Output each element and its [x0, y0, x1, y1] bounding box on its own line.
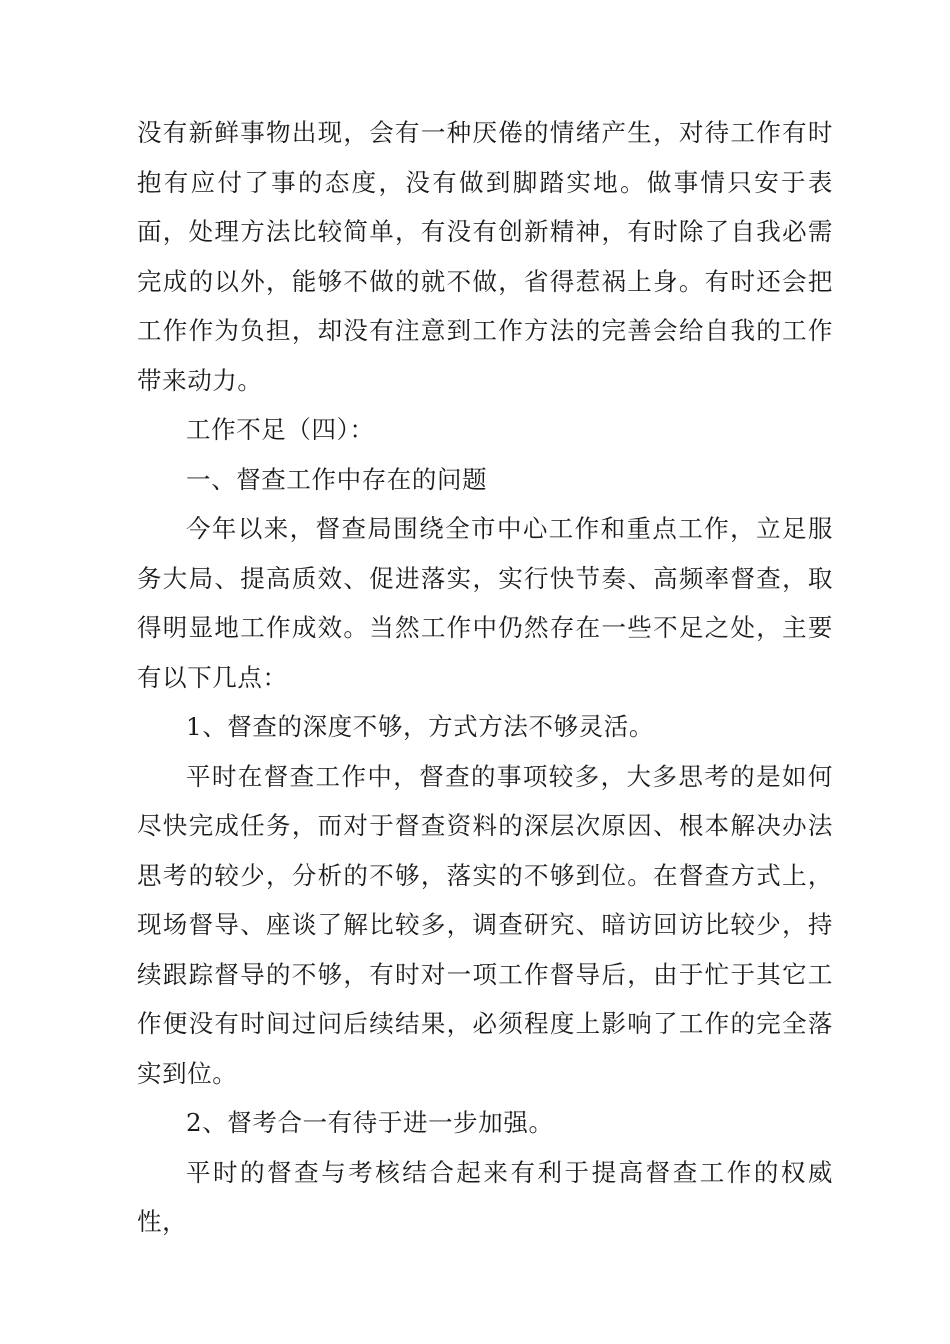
subheading-supervision-problems: 一、督查工作中存在的问题: [186, 464, 488, 494]
document-body: [137, 108, 833, 1247]
paragraph-intro: 今年以来，督查局围绕全市中心工作和重点工作，立足服务大局、提高质效、促进落实，实行快节奏、高频率督查，取得明显地工作成效。当然工作中仍然存在一些不足之处，主要有以下几点：: [137, 514, 833, 692]
point-2-heading: 2、督考合一有待于进一步加强。: [186, 1108, 554, 1137]
point-2-body: 平时的督查与考核结合起来有利于提高督查工作的权威性，: [137, 1157, 833, 1236]
paragraph-continuation: 没有新鲜事物出现，会有一种厌倦的情绪产生，对待工作有时抱有应付了事的态度，没有做到脚踏实地。做事情只安于表面，处理方法比较简单，有没有创新精神，有时除了自我必需完成的以外，能够不做的就不做，省得惹祸上身。有时还会把工作作为负担，却没有注意到工作方法的完善会给自我的工作带来动力。: [137, 118, 833, 395]
section-heading-work-shortcomings-4: 工作不足（四）：: [186, 415, 375, 444]
point-1-body: 平时在督查工作中，督查的事项较多，大多思考的是如何尽快完成任务，而对于督查资料的深层次原因、根本解决办法思考的较少，分析的不够，落实的不够到位。在督查方式上，现场督导、座谈了解比较多，调查研究、暗访回访比较少，持续跟踪督导的不够，有时对一项工作督导后，由于忙于其它工作便没有时间过问后续结果，必须程度上影响了工作的完全落实到位。: [137, 761, 833, 1088]
point-1-heading: 1、督查的深度不够，方式方法不够灵活。: [186, 712, 654, 741]
